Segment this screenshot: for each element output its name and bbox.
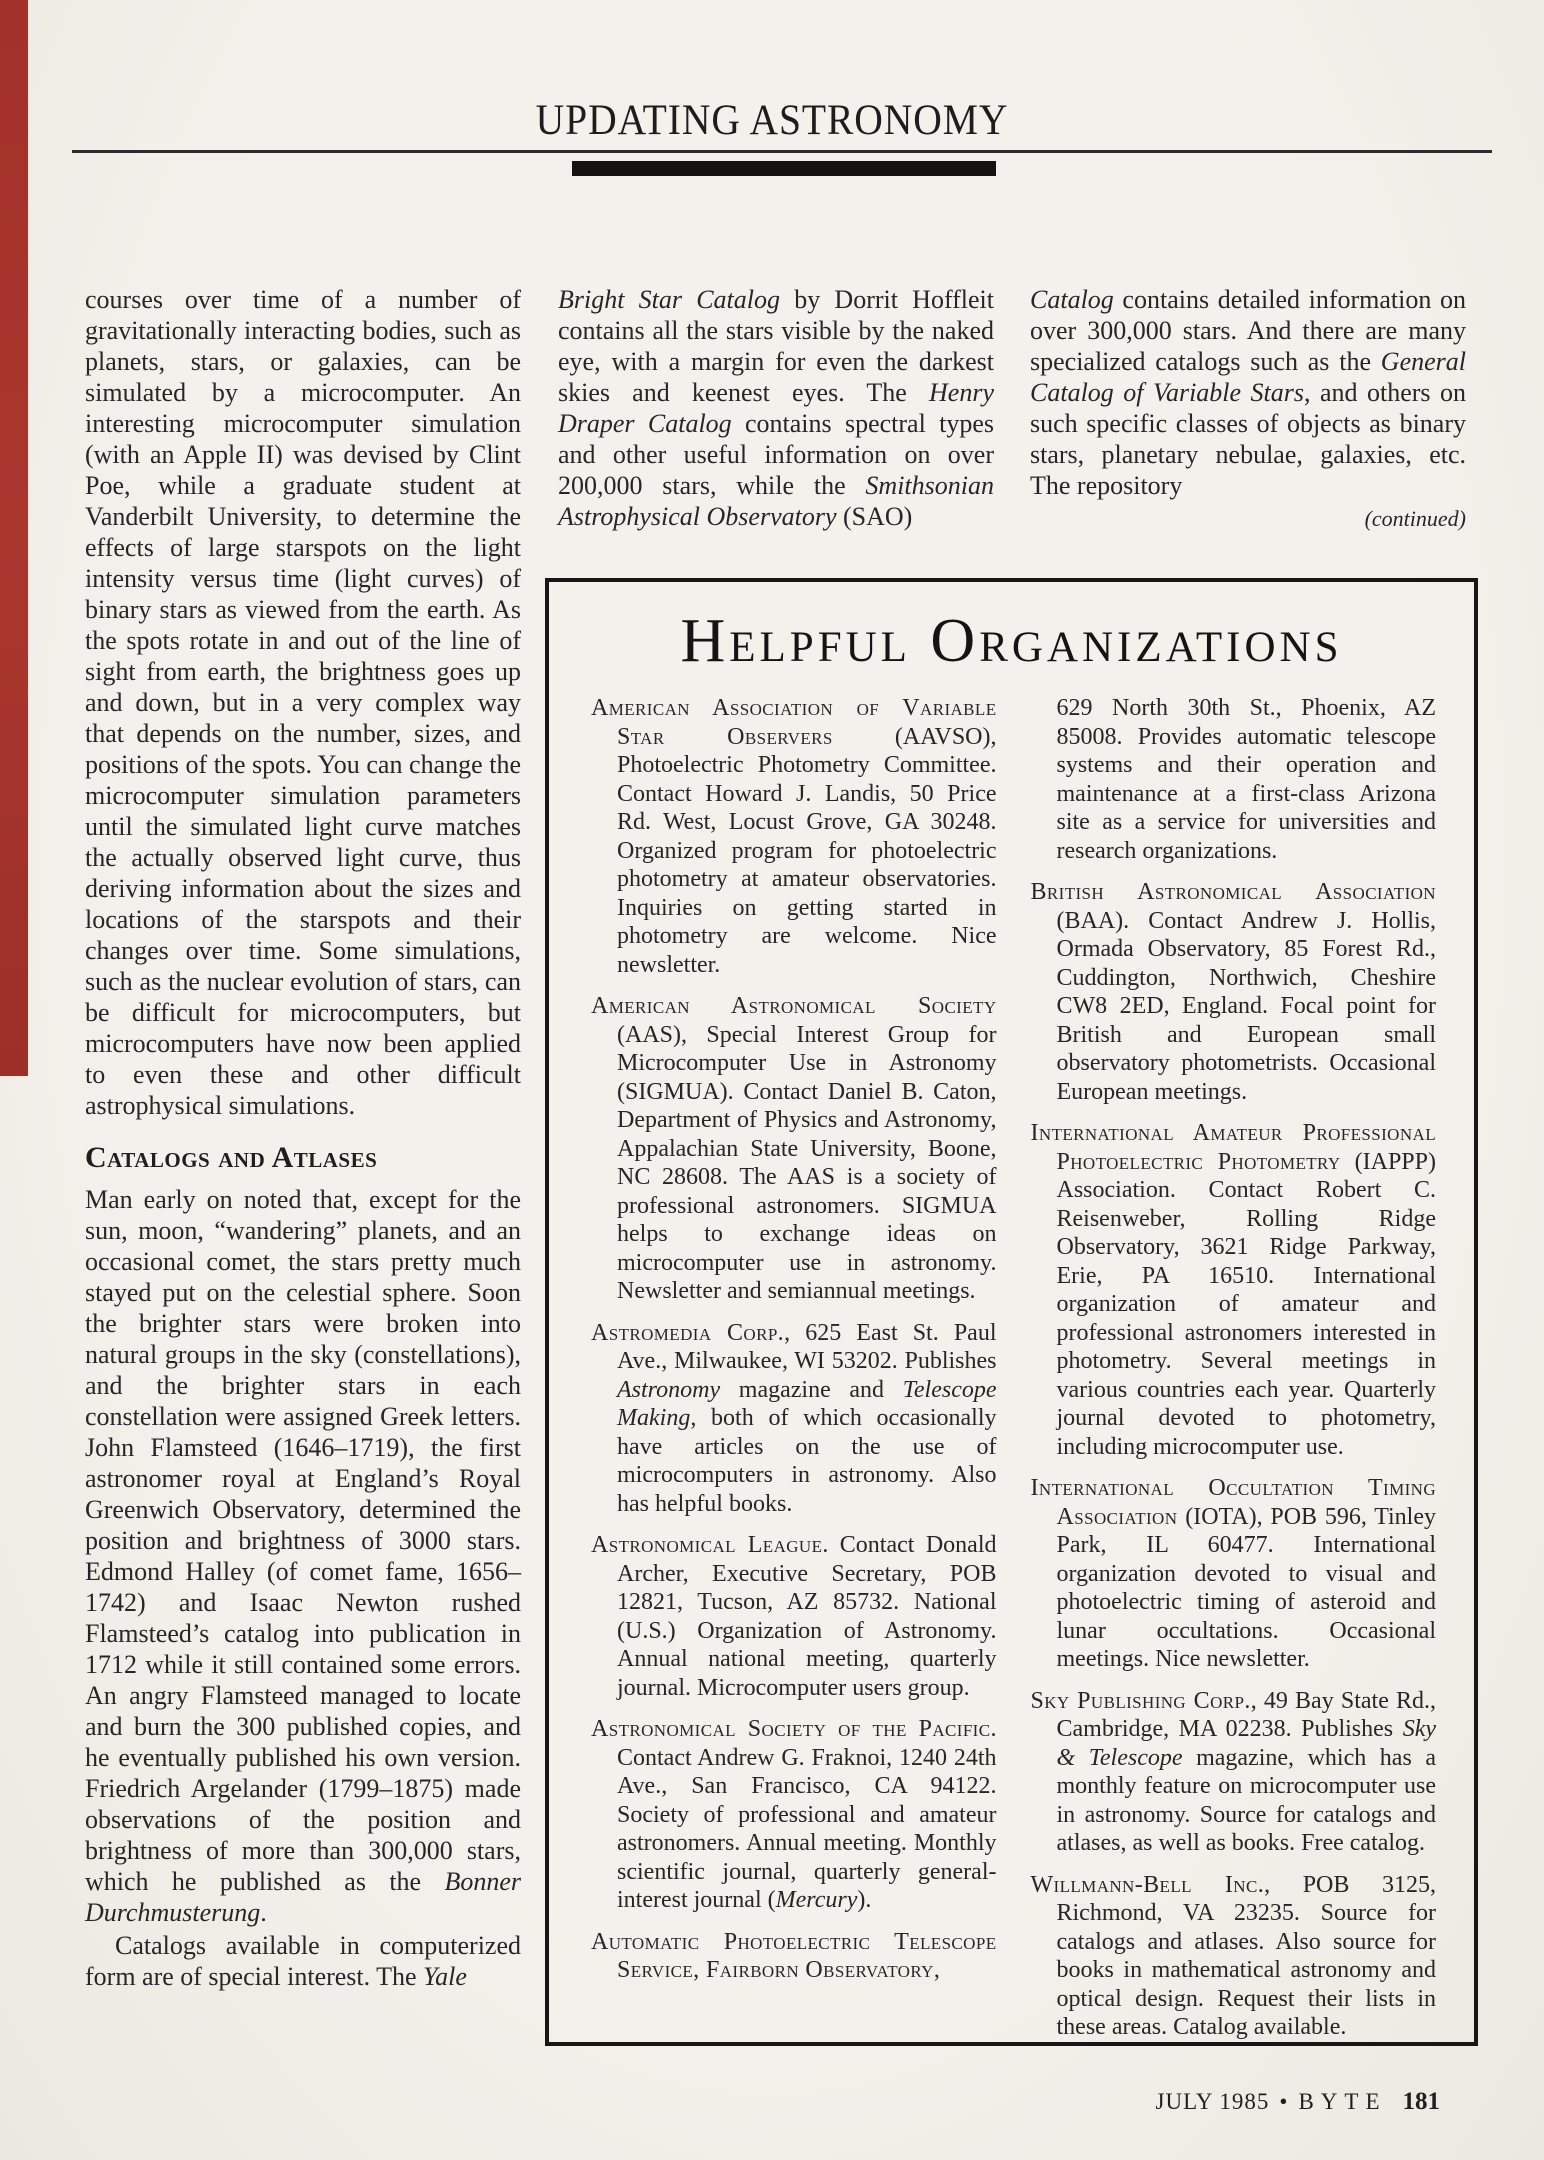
header-rule: [72, 150, 1492, 153]
page-edge-red-strip: [0, 0, 28, 1076]
paragraph: British Astronomical Association (BAA). Contact Andrew J. Hollis, Ormada Observatory, 85 Forest Rd., Cuddington, Northwich, Cheshire CW8 2ED, England. Focal point for British and European small observatory photometrists. Occasional European meetings.: [1030, 879, 1436, 1105]
paragraph: Astronomical League. Contact Donald Archer, Executive Secretary, POB 12821, Tucson, AZ 85732. National (U.S.) Organization of Astronomy. Annual national meeting, quarterly journal. Microcomputer users group.: [591, 1532, 997, 1701]
paragraph: Catalogs available in computerized form are of special interest. The Yale: [85, 1931, 521, 1991]
box-title: Helpful Organizations: [680, 607, 1343, 675]
helpful-organizations-box: [545, 578, 1478, 2046]
article-column-2: [558, 284, 994, 534]
paragraph: Bright Star Catalog by Dorrit Hoffleit contains all the stars visible by the naked eye, with a margin for even the darkest skies and keenest eyes. The Henry Draper Catalog contains spectral types and other useful information on over 200,000 stars, while the Smithsonian Astrophysical Observatory (SAO): [558, 285, 995, 531]
article-column-1: [85, 284, 521, 1994]
article-column-3: [1030, 284, 1466, 536]
paragraph: Willmann-Bell Inc., POB 3125, Richmond, VA 23235. Source for catalogs and atlases. Also source for books in mathematical astronomy and optical design. Request their lists in these areas. Catalog available.: [1030, 1871, 1436, 2040]
paragraph: Astromedia Corp., 625 East St. Paul Ave., Milwaukee, WI 53202. Publishes Astronomy magazine and Telescope Making, both of which occasionally have articles on the use of microcomputers in astronomy. Also has helpful books.: [591, 1319, 997, 1517]
paragraph: Sky Publishing Corp., 49 Bay State Rd., Cambridge, MA 02238. Publishes Sky & Telescope magazine, which has a monthly feature on microcomputer use in astronomy. Source for catalogs and atlases, as well as books. Free catalog.: [1030, 1687, 1437, 1856]
paragraph: Man early on noted that, except for the sun, moon, “wandering” planets, and an occasional comet, the stars pretty much stayed put on the celestial sphere. Soon the brighter stars were broken into natural groups in the sky (constellations), and the brighter stars in each constellation were assigned Greek letters. John Flamsteed (1646–1719), the first astronomer royal at England’s Royal Greenwich Observatory, determined the position and brightness of 3000 stars. Edmond Halley (of comet fame, 1656–1742) and Isaac Newton rushed Flamsteed’s catalog into publication in 1712 while it still contained some errors. An angry Flamsteed managed to locate and burn the 300 published copies, and he eventually published his own version. Friedrich Argelander (1799–1875) made observations of the position and brightness of more than 300,000 stars, which he published as the Bonner Durchmusterung.: [85, 1185, 521, 1927]
paragraph: American Astronomical Society (AAS), Special Interest Group for Microcomputer Use in Astronomy (SIGMUA). Contact Daniel B. Caton, Department of Physics and Astronomy, Appalachian State University, Boone, NC 28608. The AAS is a society of professional astronomers. SIGMUA helps to exchange ideas on microcomputer use in astronomy. Newsletter and semiannual meetings.: [591, 993, 997, 1304]
footer-magazine: BYTE: [1298, 2089, 1387, 2114]
paragraph: Automatic Photoelectric Telescope Service, Fairborn Observatory,: [591, 1928, 997, 1983]
footer-page-number: 181: [1402, 2088, 1440, 2115]
header-bar: [572, 161, 996, 176]
box-columns: [549, 688, 1474, 2055]
footer-bullet: •: [1279, 2089, 1289, 2114]
paragraph: Catalog contains detailed information on over 300,000 stars. And there are many specialized catalogs such as the General Catalog of Variable Stars, and others on such specific classes of objects as binary stars, planetary nebulae, galaxies, etc. The repository: [1030, 285, 1466, 500]
paragraph: Astronomical Society of the Pacific. Contact Andrew G. Fraknoi, 1240 24th Ave., San Francisco, CA 94122. Society of professional and amateur astronomers. Annual meeting. Monthly scientific journal, quarterly general-interest journal (Mercury).: [591, 1716, 997, 1913]
paragraph: 629 North 30th St., Phoenix, AZ 85008. Provides automatic telescope systems and their operation and maintenance at a first-class Arizona site as a service for universities and research organizations.: [1056, 695, 1436, 864]
footer-issue: JULY 1985: [1155, 2089, 1270, 2114]
section-heading: Catalogs and Atlases: [85, 1141, 378, 1174]
paragraph: courses over time of a number of gravitationally interacting bodies, such as planets, stars, or galaxies, can be simulated by a microcomputer. An interesting microcomputer simulation (with an Apple II) was devised by Clint Poe, while a graduate student at Vanderbilt University, to determine the effects of large starspots on the light intensity versus time (light curves) of binary stars as viewed from the earth. As the spots rotate in and out of the line of sight from earth, the brightness goes up and down, but in a very complex way that depends on the number, sizes, and positions of the spots. You can change the microcomputer simulation parameters until the simulated light curve matches the actually observed light curve, thus deriving information about the sizes and locations of the starspots and their changes over time. Some simulations, such as the nuclear evolution of stars, can be difficult for microcomputers, but microcomputers have now been applied to even these and other difficult astrophysical simulations.: [85, 285, 521, 1120]
box-column-right: [1031, 694, 1437, 2055]
page-footer: [1156, 2088, 1440, 2116]
paragraph: International Occultation Timing Association (IOTA), POB 596, Tinley Park, IL 60477. International organization devoted to visual and photoelectric timing of asteroid and lunar occultations. Occasional meetings. Nice newsletter.: [1030, 1475, 1436, 1672]
paragraph: (continued): [1364, 506, 1466, 531]
paragraph: International Amateur Professional Photoelectric Photometry (IAPPP) Association. Contact Robert C. Reisenweber, Rolling Ridge Observatory, 3621 Ridge Parkway, Erie, PA 16510. International organization of amateur and professional astronomers interested in photometry. Several meetings in various countries each year. Quarterly journal devoted to photometry, including microcomputer use.: [1030, 1120, 1436, 1460]
box-column-left: [591, 694, 997, 2055]
paragraph: American Association of Variable Star Observers (AAVSO), Photoelectric Photometry Committee. Contact Howard J. Landis, 50 Price Rd. West, Locust Grove, GA 30248. Organized program for photoelectric photometry at amateur observatories. Inquiries on getting started in photometry are welcome. Nice newsletter.: [591, 695, 997, 978]
page-title: UPDATING ASTRONOMY: [535, 97, 1009, 144]
